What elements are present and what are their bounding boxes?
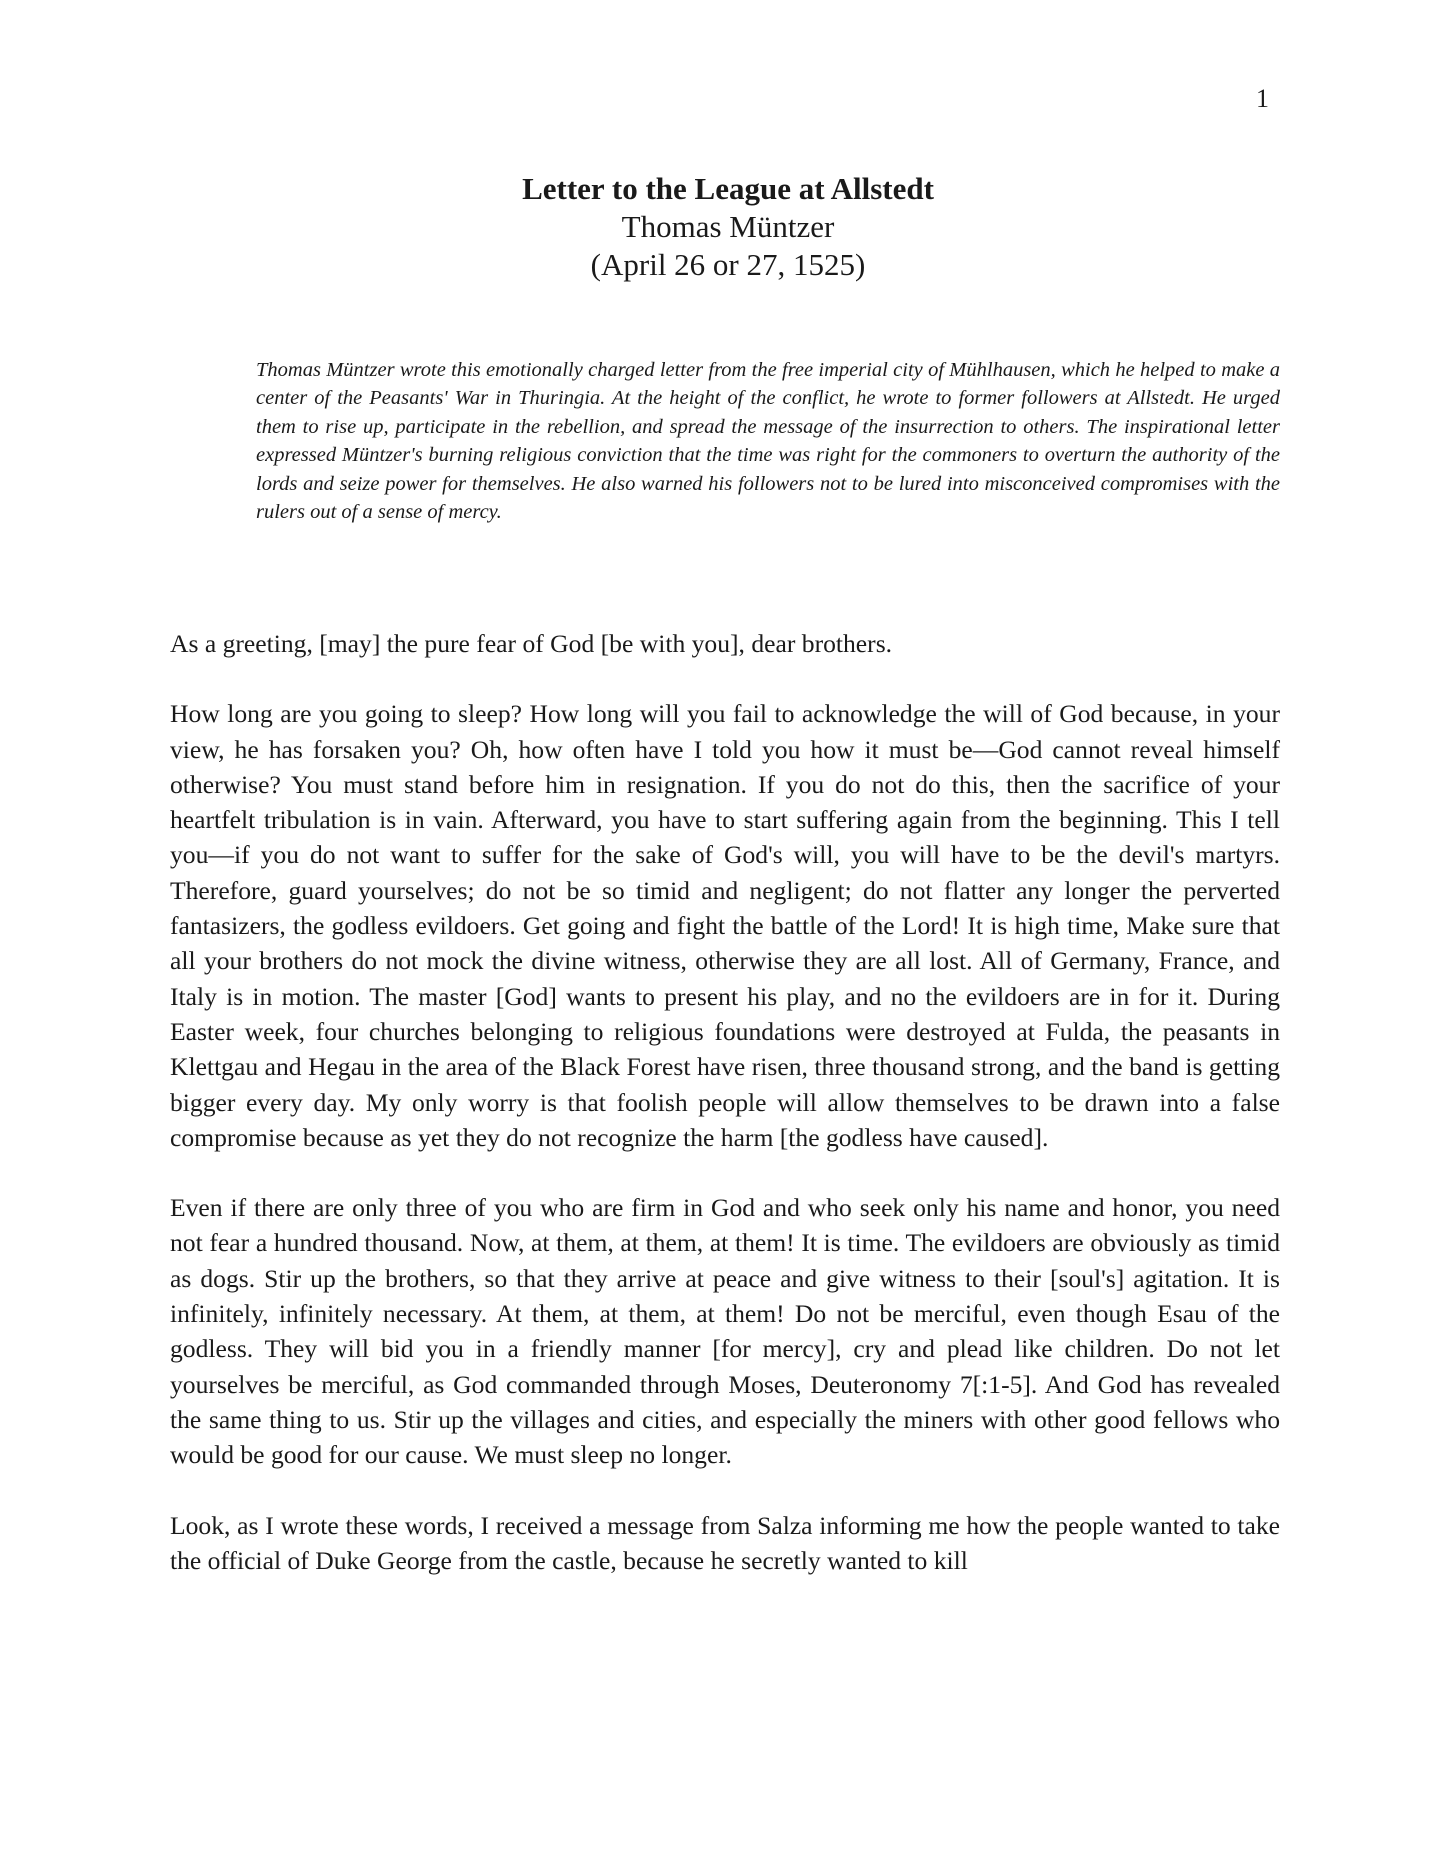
document-author: Thomas Müntzer bbox=[621, 209, 835, 244]
abstract: Thomas Müntzer wrote this emotionally charged letter from the free imperial city of Mühlhausen, which he helped to make a center of the Peasants' War in Thuringia. At the height of the conflict, he wrote to former followers at Allstedt. He urged them to rise up, participate in the rebellion, and spread the message of the insurrection to others. The inspirational letter expressed Müntzer's burning religious conviction that the time was right for the commoners to overturn the authority of the lords and seize power for themselves. He also warned his followers not to be lured into misconceived compromises with the rulers out of a sense of mercy. bbox=[256, 359, 1280, 524]
page-number: 1 bbox=[1256, 84, 1269, 113]
body-paragraph: Look, as I wrote these words, I received a message from Salza informing me how the people wanted to take the official of Duke George from the castle, because he secretly wanted to kill bbox=[170, 1510, 1280, 1575]
body-paragraph: As a greeting, [may] the pure fear of God [be with you], dear brothers. bbox=[170, 629, 893, 658]
document-date: (April 26 or 27, 1525) bbox=[590, 247, 866, 282]
body-paragraph: Even if there are only three of you who are firm in God and who seek only his name and honor, you need not fear a hundred thousand. Now, at them, at them, at them! It is time. The evildoers are obviously as timid as dogs. Stir up the brothers, so that they arrive at peace and give witness to their [soul's] agitation. It is infinitely, infinitely necessary. At them, at them, at them! Do not be merciful, even though Esau of the godless. They will bid you in a friendly manner [for mercy], cry and plead like children. Do not let yourselves be merciful, as God commanded through Moses, Deuteronomy 7[:1-5]. And God has revealed the same thing to us. Stir up the villages and cities, and especially the miners with other good fellows who would be good for our cause. We must sleep no longer. bbox=[170, 1193, 1280, 1470]
title-block bbox=[0, 170, 1456, 284]
document-title: Letter to the League at Allstedt bbox=[522, 171, 934, 206]
body-paragraph: How long are you going to sleep? How long will you fail to acknowledge the will of God because, in your view, he has forsaken you? Oh, how often have I told you how it must be—God cannot reveal himself otherwise? You must stand before him in resignation. If you do not do this, then the sacrifice of your heartfelt tribulation is in vain. Afterward, you have to start suffering again from the beginning. This I tell you—if you do not want to suffer for the sake of God's will, you will have to be the devil's martyrs. Therefore, guard yourselves; do not be so timid and negligent; do not flatter any longer the perverted fantasizers, the godless evildoers. Get going and fight the battle of the Lord! It is high time, Make sure that all your brothers do not mock the divine witness, otherwise they are all lost. All of Germany, France, and Italy is in motion. The master [God] wants to present his play, and no the evildoers are in for it. During Easter week, four churches belonging to religious foundations were destroyed at Fulda, the peasants in Klettgau and Hegau in the area of the Black Forest have risen, three thousand strong, and the band is getting bigger every day. My only worry is that foolish people will allow themselves to be drawn into a false compromise because as yet they do not recognize the harm [the godless have caused]. bbox=[170, 699, 1280, 1152]
letter-body bbox=[170, 626, 1280, 1613]
